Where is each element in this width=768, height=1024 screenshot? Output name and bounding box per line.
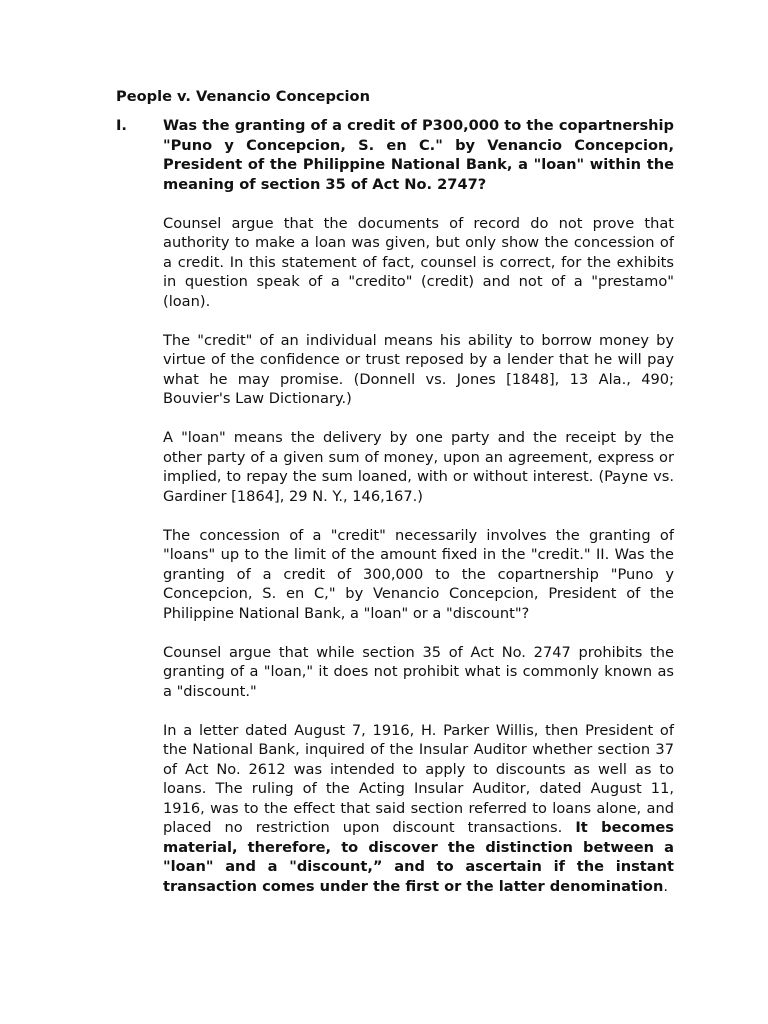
paragraph-discount-argument: Counsel argue that while section 35 of Act No. 2747 prohibits the granting of a "loan," it does not prohibit what is commonly known as a "discount." [163, 643, 674, 700]
paragraph-credit-definition: The "credit" of an individual means his ability to borrow money by virtue of the confidence or trust reposed by a lender that he will pay what he may promise. (Donnell vs. Jones [1848], 13 Ala., 490; Bouvier's Law Dictionary.) [163, 331, 674, 407]
section-question: Was the granting of a credit of P300,000 to the copartnership "Puno y Concepcion, S. en C." by Venancio Concepcion, President of the Philippine National Bank, a "loan" within the meaning of section 35 of Act No. 2747? [163, 117, 674, 193]
paragraph-loan-definition: A "loan" means the delivery by one party and the receipt by the other party of a given sum of money, upon an agreement, express or implied, to repay the sum loaned, with or without interest. (Payne vs. Gardiner [1864], 29 N. Y., 146,167.) [163, 429, 674, 505]
paragraph-willis-bold: It becomes material, therefore, to discover the distinction between a "loan" and a "discount,” and to ascertain if the instant transaction comes under the first or the latter denomination [163, 819, 674, 895]
section-number: I. [116, 117, 127, 134]
paragraph-willis-end: . [663, 877, 668, 895]
paragraph-willis-plain: In a letter dated August 7, 1916, H. Parker Willis, then President of the National Bank, inquired of the Insular Auditor whether section 37 of Act No. 2612 was intended to apply to discounts as well as to loans. The ruling of the Acting Insular Auditor, dated August 11, 1916, was to the effect that said section referred to loans alone, and placed no restriction upon discount transactions. [163, 721, 674, 836]
paragraph-credit-vs-loan: Counsel argue that the documents of record do not prove that authority to make a loan was given, but only show the concession of a credit. In this statement of fact, counsel is correct, for the exhibits in question speak of a "credito" (credit) and not of a "prestamo" (loan). [163, 214, 674, 310]
paragraph-concession-of-credit: The concession of a "credit" necessarily involves the granting of "loans" up to the limit of the amount fixed in the "credit." II. Was the granting of a credit of 300,000 to the copartnership "Puno y Concepcion, S. en C," by Venancio Concepcion, President of the Philippine National Bank, a "loan" or a "discount"? [163, 526, 674, 622]
section-body [163, 116, 674, 896]
document-title: People v. Venancio Concepcion [116, 88, 370, 105]
paragraph-willis-letter [163, 721, 674, 897]
